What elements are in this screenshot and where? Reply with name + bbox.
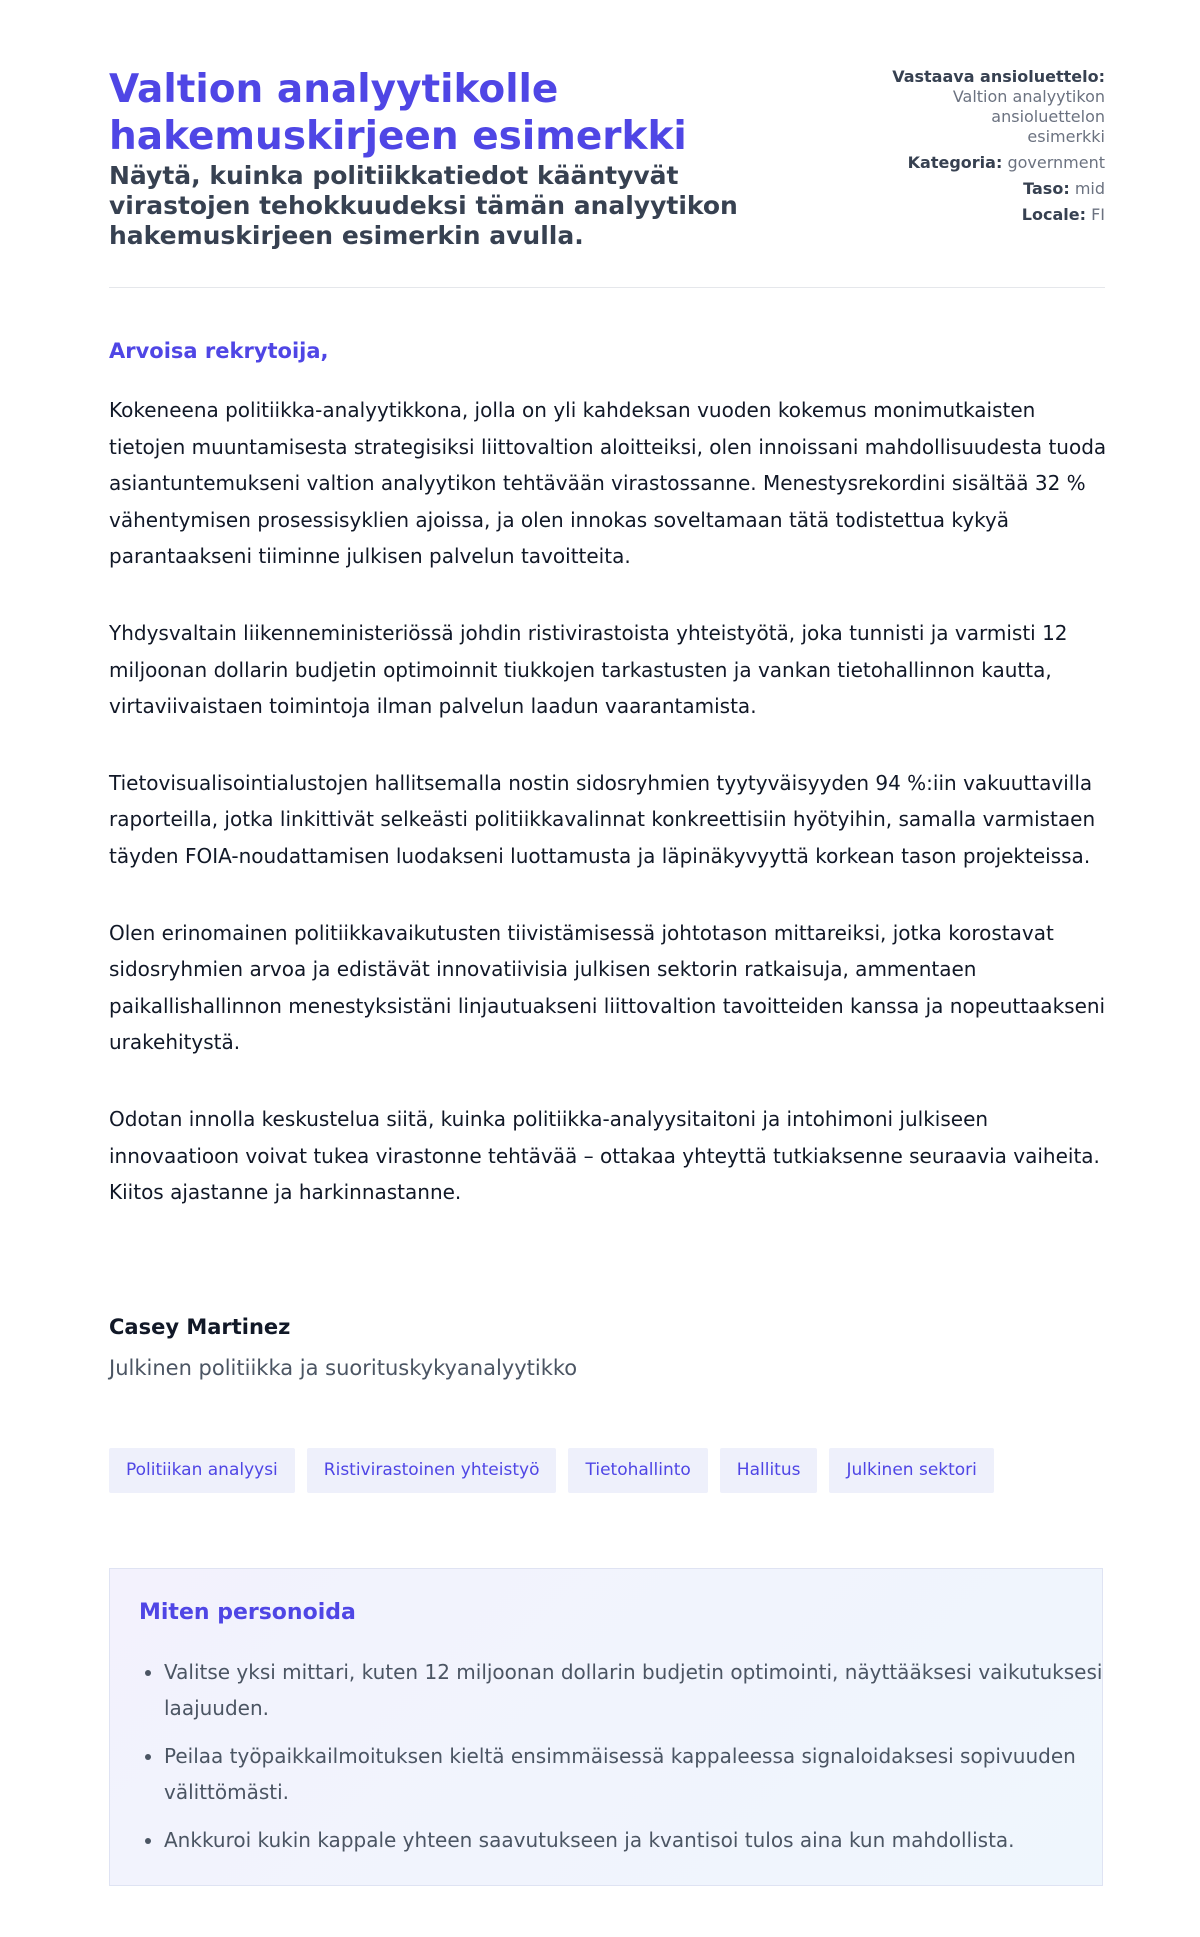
meta-level-value: mid [1074, 179, 1105, 198]
tag-policy-analysis[interactable]: Politiikan analyysi [109, 1448, 295, 1493]
meta-level-label: Taso: [1023, 179, 1070, 198]
tips-title: Miten personoida [139, 1600, 356, 1625]
page-subtitle: Näytä, kuinka politiikkatiedot kääntyvät virastojen tehokkuudeksi tämän analyytikon hakemuskirjeen esimerkin avulla. [109, 161, 738, 250]
tag-data-governance[interactable]: Tietohallinto [568, 1448, 707, 1493]
letter-body [109, 392, 1109, 1251]
tag-public-sector[interactable]: Julkinen sektori [829, 1448, 993, 1493]
tag-government[interactable]: Hallitus [720, 1448, 818, 1493]
letter-paragraph: Tietovisualisointialustojen hallitsemalla nostin sidosryhmien tyytyväisyyden 94 %:iin vakuuttavilla raporteilla, jotka linkittivät selkeästi politiikkavalinnat konkreettisiin hyötyihin, samalla varmistaen täyden FOIA-noudattamisen luodakseni luottamusta ja läpinäkyvyyttä korkean tason projekteissa. [109, 770, 1096, 868]
page-header [109, 66, 1105, 286]
tips-list-item: • Valitse yksi mittari, kuten 12 miljoonan dollarin budjetin optimointi, näyttääksesi vaikutuksesi laajuuden. [164, 1654, 1104, 1726]
meta-panel [815, 67, 1105, 225]
meta-resume-label-row [815, 67, 1105, 87]
signature-block [109, 1313, 577, 1382]
personalize-tips-box [109, 1568, 1103, 1886]
meta-category-row [815, 153, 1105, 173]
letter-paragraph: Odotan innolla keskustelua siitä, kuinka politiikka-analyysitaitoni ja intohimoni julkiseen innovaatioon voivat tukea virastonne tehtävää – ottakaa yhteyttä tutkiaksenne seuraavia vaiheita. Kiitos ajastanne ja harkinnastanne. [109, 1106, 1100, 1205]
meta-resume-value-row[interactable] [815, 87, 1105, 147]
signature-name: Casey Martinez [109, 1315, 291, 1339]
tips-list-item: • Ankkuroi kukin kappale yhteen saavutukseen ja kvantisoi tulos aina kun mahdollista. [164, 1822, 1104, 1858]
signature-role: Julkinen politiikka ja suorituskykyanalyytikko [109, 1356, 578, 1380]
letter-paragraph: Yhdysvaltain liikenneministeriössä johdin ristivirastoista yhteistyötä, joka tunnisti ja varmisti 12 miljoonan dollarin budjetin optimoinnit tiukkojen tarkastusten ja vankan tietohallinnon kautta, virtaviivaistaen toimintoja ilman palvelun laadun vaarantamista. [109, 620, 1068, 719]
meta-resume-value[interactable]: Valtion analyytikon ansioluettelon esimerkki [952, 87, 1105, 146]
meta-resume-label: Vastaava ansioluettelo: [892, 67, 1105, 86]
meta-locale-value: FI [1091, 205, 1105, 224]
meta-locale-label: Locale: [1021, 205, 1086, 224]
meta-locale-row [815, 205, 1105, 225]
tips-list [139, 1654, 1104, 1870]
header-divider [109, 287, 1105, 288]
meta-level-row [815, 179, 1105, 199]
tips-list-item: • Peilaa työpaikkailmoituksen kieltä ensimmäisessä kappaleessa signaloidaksesi sopivuuden välittömästi. [164, 1738, 1104, 1810]
page-title: Valtion analyytikolle hakemuskirjeen esimerkki [109, 67, 687, 159]
meta-category-label: Kategoria: [907, 153, 1003, 172]
letter-paragraph: Kokeneena politiikka-analyytikkona, jolla on yli kahdeksan vuoden kokemus monimutkaisten tietojen muuntamisesta strategisiksi liittovaltion aloitteiksi, olen innoissani mahdollisuudesta tuoda asiantuntemukseni valtion analyytikon tehtävään virastossanne. Menestysrekordini sisältää 32 % vähentymisen prosessisyklien ajoissa, ja olen innokas soveltamaan tätä todistettua kykyä parantaakseni tiiminne julkisen palvelun tavoitteita. [109, 398, 1107, 569]
letter-salutation: Arvoisa rekrytoija, [109, 339, 329, 363]
meta-category-value: government [1007, 153, 1105, 172]
tag-cross-agency-collaboration[interactable]: Ristivirastoinen yhteistyö [307, 1448, 557, 1493]
letter-paragraph: Olen erinomainen politiikkavaikutusten tiivistämisessä johtotason mittareiksi, jotka korostavat sidosryhmien arvoa ja edistävät innovatiivisia julkisen sektorin ratkaisuja, ammentaen paikallishallinnon menestyksistäni linjautuakseni liittovaltion tavoitteiden kanssa ja nopeuttaakseni urakehitystä. [109, 920, 1106, 1055]
tag-list [109, 1448, 994, 1493]
